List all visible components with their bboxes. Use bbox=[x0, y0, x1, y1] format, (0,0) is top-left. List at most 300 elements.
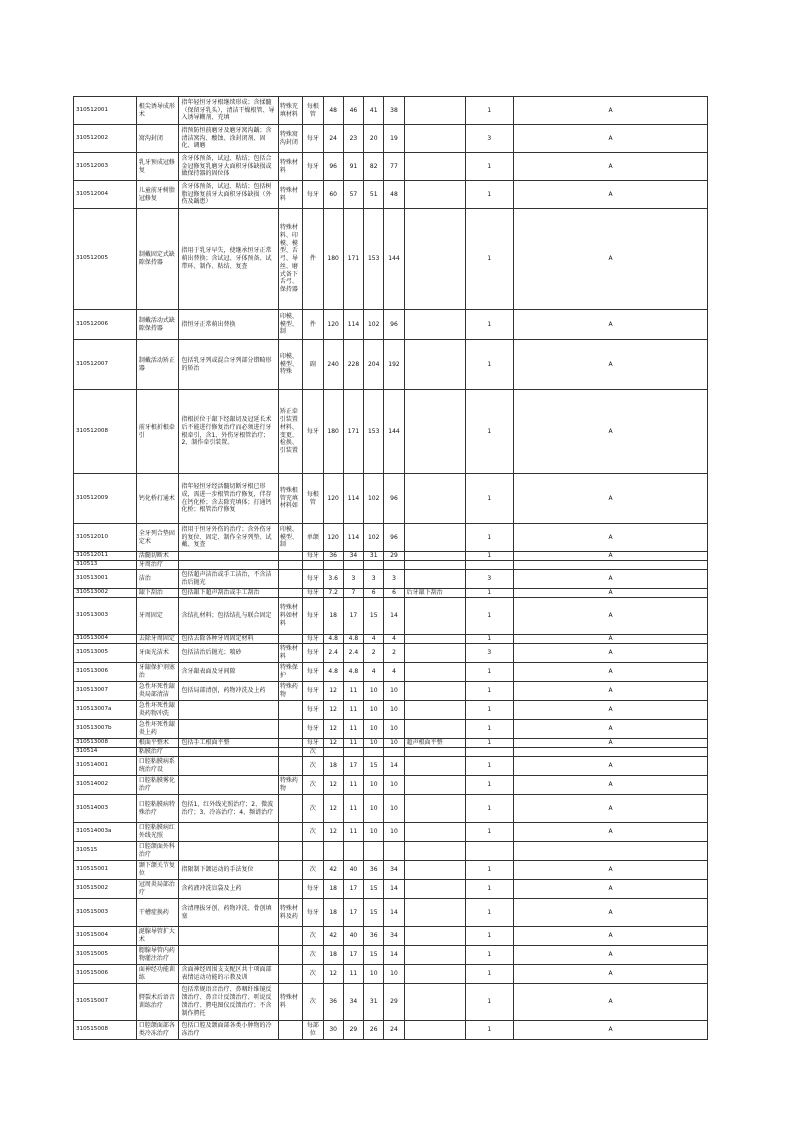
price-level-1: 24 bbox=[323, 125, 343, 153]
item-name: 面神经功能训练 bbox=[136, 965, 179, 984]
item-note bbox=[404, 720, 465, 739]
item-name: 牙龈保护剂塞治 bbox=[136, 663, 179, 682]
item-name: 粘膜治疗 bbox=[136, 748, 179, 757]
item-name: 口腔颌面外科治疗 bbox=[136, 842, 179, 861]
item-grade: A bbox=[514, 899, 708, 927]
price-level-3: 20 bbox=[364, 125, 384, 153]
item-code: 310513007b bbox=[74, 720, 137, 739]
item-name: 钙化桥打通术 bbox=[136, 474, 179, 524]
item-code: 310512007 bbox=[74, 340, 137, 390]
item-grade: A bbox=[514, 474, 708, 524]
price-level-2: 29 bbox=[343, 1021, 363, 1040]
table-row bbox=[74, 927, 708, 946]
item-note bbox=[404, 748, 465, 757]
item-content: 指预防恒前磨牙及磨牙窝沟龋；含清洁窝沟、酸蚀、涂封闭剂、固化、调磨 bbox=[179, 125, 278, 153]
pricing-unit: 单颌 bbox=[303, 524, 323, 552]
price-level-1: 60 bbox=[323, 181, 343, 209]
price-level-3: 102 bbox=[364, 524, 384, 552]
price-level-4: 24 bbox=[384, 1021, 404, 1040]
item-class: 3 bbox=[465, 644, 514, 663]
item-code: 310515006 bbox=[74, 965, 137, 984]
price-level-3: 4 bbox=[364, 663, 384, 682]
table-row bbox=[74, 748, 708, 757]
price-level-3: 82 bbox=[364, 153, 384, 181]
item-name: 口腔粘膜雾化治疗 bbox=[136, 776, 179, 795]
excluded-material bbox=[278, 209, 302, 310]
table-row bbox=[74, 635, 708, 644]
price-level-4: 29 bbox=[384, 984, 404, 1021]
excluded-material-part: 备下舌弓、保持器 bbox=[279, 270, 298, 294]
item-code: 310513001 bbox=[74, 570, 137, 589]
excluded-material bbox=[278, 598, 302, 635]
item-class: 1 bbox=[465, 965, 514, 984]
excluded-material: 特殊材料 bbox=[278, 984, 302, 1021]
item-code: 310513007a bbox=[74, 701, 137, 720]
pricing-unit: 次 bbox=[303, 823, 323, 842]
price-level-1: 240 bbox=[323, 340, 343, 390]
item-name: 急性坏死性龈炎药物冲洗 bbox=[136, 701, 179, 720]
item-content: 含结扎材料；包括结扎与联合固定 bbox=[179, 598, 278, 635]
price-level-1: 120 bbox=[323, 524, 343, 552]
item-code: 310512005 bbox=[74, 209, 137, 310]
price-level-4: 96 bbox=[384, 474, 404, 524]
item-grade: A bbox=[514, 97, 708, 125]
price-level-3: 51 bbox=[364, 181, 384, 209]
table-row bbox=[74, 984, 708, 1021]
item-content bbox=[179, 720, 278, 739]
item-content: 包括龈下超声刮治或手工刮治 bbox=[179, 589, 278, 598]
pricing-unit: 每部位 bbox=[303, 1021, 323, 1040]
price-level-1: 12 bbox=[323, 965, 343, 984]
table-row bbox=[74, 795, 708, 823]
item-content: 含牙体预备，试冠、粘结；包括合金冠修复乳磨牙大面积牙体缺损或做保持器的固位体 bbox=[179, 153, 278, 181]
item-code: 310513008 bbox=[74, 739, 137, 748]
item-grade bbox=[514, 748, 708, 757]
price-level-4 bbox=[384, 842, 404, 861]
price-level-3: 153 bbox=[364, 390, 384, 474]
item-code: 310512003 bbox=[74, 153, 137, 181]
table-row bbox=[74, 209, 708, 310]
item-content bbox=[179, 823, 278, 842]
price-level-3: 102 bbox=[364, 310, 384, 340]
item-grade: A bbox=[514, 861, 708, 880]
price-level-3: 10 bbox=[364, 823, 384, 842]
item-grade: A bbox=[514, 598, 708, 635]
item-class: 1 bbox=[465, 776, 514, 795]
item-name: 腭裂术后语音训练治疗 bbox=[136, 984, 179, 1021]
price-level-4: 10 bbox=[384, 965, 404, 984]
item-name: 去除牙周固定 bbox=[136, 635, 179, 644]
item-code: 310514002 bbox=[74, 776, 137, 795]
item-note bbox=[404, 635, 465, 644]
excluded-material bbox=[278, 861, 302, 880]
table-row bbox=[74, 153, 708, 181]
item-class: 1 bbox=[465, 795, 514, 823]
price-level-3: 6 bbox=[364, 589, 384, 598]
price-level-2 bbox=[343, 561, 363, 570]
table-row bbox=[74, 946, 708, 965]
table-row bbox=[74, 861, 708, 880]
item-name: 干槽症换药 bbox=[136, 899, 179, 927]
price-level-2: 11 bbox=[343, 720, 363, 739]
price-level-4: 34 bbox=[384, 927, 404, 946]
item-class: 1 bbox=[465, 861, 514, 880]
item-grade: A bbox=[514, 589, 708, 598]
price-level-4: 14 bbox=[384, 946, 404, 965]
price-level-2: 11 bbox=[343, 823, 363, 842]
price-level-1: 180 bbox=[323, 209, 343, 310]
price-level-4: 4 bbox=[384, 635, 404, 644]
item-name: 口腔粘膜病系统治疗设 bbox=[136, 757, 179, 776]
item-grade: A bbox=[514, 390, 708, 474]
item-note bbox=[404, 823, 465, 842]
item-name: 口腔粘膜病特殊治疗 bbox=[136, 795, 179, 823]
excluded-material: 矫正牵引装置材料、变更、检换、引装置 bbox=[278, 390, 302, 474]
table-row bbox=[74, 589, 708, 598]
item-content: 指根折位于龈下经龈切及冠延长术后不能进行修复治疗而必须进行牙根牵引，含1、外伤牙根管治疗；2、制作牵引装置。 bbox=[179, 390, 278, 474]
item-note bbox=[404, 701, 465, 720]
price-level-1: 4.8 bbox=[323, 635, 343, 644]
price-level-2: 17 bbox=[343, 880, 363, 899]
item-name: 牙周治疗 bbox=[136, 561, 179, 570]
price-level-1: 3.6 bbox=[323, 570, 343, 589]
item-content: 含牙龈表面及牙间隙 bbox=[179, 663, 278, 682]
excluded-material bbox=[278, 1021, 302, 1040]
price-level-4: 10 bbox=[384, 795, 404, 823]
price-level-4: 4 bbox=[384, 663, 404, 682]
price-level-1: 2.4 bbox=[323, 644, 343, 663]
item-code: 310513 bbox=[74, 561, 137, 570]
price-level-2: 11 bbox=[343, 965, 363, 984]
item-class bbox=[465, 748, 514, 757]
table-row bbox=[74, 340, 708, 390]
price-level-2: 11 bbox=[343, 739, 363, 748]
excluded-material bbox=[278, 842, 302, 861]
item-class: 1 bbox=[465, 635, 514, 644]
item-grade: A bbox=[514, 927, 708, 946]
excluded-material: 特殊材料 bbox=[278, 181, 302, 209]
item-code: 310514 bbox=[74, 748, 137, 757]
price-level-4: 96 bbox=[384, 524, 404, 552]
price-level-4: 14 bbox=[384, 757, 404, 776]
price-level-1: 18 bbox=[323, 880, 343, 899]
price-level-2: 57 bbox=[343, 181, 363, 209]
item-note bbox=[404, 984, 465, 1021]
price-level-2: 17 bbox=[343, 946, 363, 965]
item-class: 1 bbox=[465, 823, 514, 842]
price-level-1 bbox=[323, 842, 343, 861]
price-level-2: 171 bbox=[343, 209, 363, 310]
item-grade: A bbox=[514, 125, 708, 153]
item-class: 1 bbox=[465, 739, 514, 748]
pricing-unit: 次 bbox=[303, 757, 323, 776]
price-level-4: 77 bbox=[384, 153, 404, 181]
table-row bbox=[74, 899, 708, 927]
pricing-unit bbox=[303, 561, 323, 570]
item-grade: A bbox=[514, 682, 708, 701]
price-level-1: 36 bbox=[323, 984, 343, 1021]
excluded-material: 特殊保护 bbox=[278, 663, 302, 682]
pricing-unit: 次 bbox=[303, 984, 323, 1021]
item-code: 310515004 bbox=[74, 927, 137, 946]
price-level-1: 18 bbox=[323, 598, 343, 635]
item-note bbox=[404, 340, 465, 390]
item-class: 1 bbox=[465, 682, 514, 701]
excluded-material bbox=[278, 880, 302, 899]
price-level-3: 10 bbox=[364, 682, 384, 701]
table-row bbox=[74, 310, 708, 340]
item-class: 1 bbox=[465, 209, 514, 310]
item-content bbox=[179, 776, 278, 795]
item-content bbox=[179, 757, 278, 776]
item-class: 1 bbox=[465, 1021, 514, 1040]
item-content: 包括局部清创，药物冲洗及上药 bbox=[179, 682, 278, 701]
item-name: 冠周炎局部治疗 bbox=[136, 880, 179, 899]
price-level-2: 7 bbox=[343, 589, 363, 598]
table-row bbox=[74, 739, 708, 748]
item-note bbox=[404, 946, 465, 965]
price-level-3: 41 bbox=[364, 97, 384, 125]
item-class: 1 bbox=[465, 899, 514, 927]
item-note bbox=[404, 899, 465, 927]
table-row bbox=[74, 570, 708, 589]
price-level-3: 15 bbox=[364, 946, 384, 965]
item-name: 根尖诱导成形术 bbox=[136, 97, 179, 125]
item-name: 急性坏死性龈炎局部清洁 bbox=[136, 682, 179, 701]
table-row bbox=[74, 720, 708, 739]
price-level-4: 10 bbox=[384, 701, 404, 720]
pricing-unit: 次 bbox=[303, 946, 323, 965]
item-code: 310515002 bbox=[74, 880, 137, 899]
item-grade: A bbox=[514, 570, 708, 589]
excluded-material: 特殊根管充填材料如 bbox=[278, 474, 302, 524]
price-level-3: 4 bbox=[364, 635, 384, 644]
price-level-1: 4.8 bbox=[323, 663, 343, 682]
price-level-3: 3 bbox=[364, 570, 384, 589]
price-level-1: 48 bbox=[323, 97, 343, 125]
item-note bbox=[404, 795, 465, 823]
price-level-1: 12 bbox=[323, 720, 343, 739]
item-name: 活髓切断术 bbox=[136, 552, 179, 561]
pricing-unit bbox=[303, 842, 323, 861]
pricing-unit: 每牙 bbox=[303, 589, 323, 598]
price-level-1: 12 bbox=[323, 739, 343, 748]
item-grade: A bbox=[514, 552, 708, 561]
item-content: 含清理拔牙创、药物冲洗、骨创填塞 bbox=[179, 899, 278, 927]
table-row bbox=[74, 823, 708, 842]
excluded-material: 特殊材料 bbox=[278, 153, 302, 181]
excluded-material-part: 特殊材料如 bbox=[279, 604, 298, 620]
item-grade: A bbox=[514, 757, 708, 776]
table-row bbox=[74, 644, 708, 663]
item-name: 制戴活动式缺隙保持器 bbox=[136, 310, 179, 340]
item-name: 口腔颌面部各类冷冻治疗 bbox=[136, 1021, 179, 1040]
price-level-1: 12 bbox=[323, 701, 343, 720]
excluded-material: 特殊药物 bbox=[278, 776, 302, 795]
item-grade: A bbox=[514, 984, 708, 1021]
price-level-2: 17 bbox=[343, 598, 363, 635]
item-note bbox=[404, 390, 465, 474]
table-row bbox=[74, 524, 708, 552]
price-level-3: 10 bbox=[364, 701, 384, 720]
table-row bbox=[74, 561, 708, 570]
price-level-4: 6 bbox=[384, 589, 404, 598]
pricing-unit: 次 bbox=[303, 927, 323, 946]
item-class: 1 bbox=[465, 663, 514, 682]
pricing-unit: 每根管 bbox=[303, 97, 323, 125]
item-note bbox=[404, 757, 465, 776]
item-note bbox=[404, 552, 465, 561]
item-class: 1 bbox=[465, 97, 514, 125]
pricing-unit: 每牙 bbox=[303, 635, 323, 644]
pricing-unit: 每牙 bbox=[303, 125, 323, 153]
price-level-3: 10 bbox=[364, 795, 384, 823]
item-name: 涎腺导管扩大术 bbox=[136, 927, 179, 946]
item-content: 包括手工根面平整 bbox=[179, 739, 278, 748]
price-level-3: 2 bbox=[364, 644, 384, 663]
excluded-material bbox=[278, 720, 302, 739]
item-content: 包括超声洁治或手工洁治，不含洁治后抛光 bbox=[179, 570, 278, 589]
item-content bbox=[179, 701, 278, 720]
item-content: 指年轻恒牙经活髓切断牙根已形成，需进一步根管治疗修复，伴存在钙化桥；含去除充填体；打通钙化桥；根管治疗修复 bbox=[179, 474, 278, 524]
pricing-unit: 每牙 bbox=[303, 880, 323, 899]
item-grade: A bbox=[514, 209, 708, 310]
item-grade: A bbox=[514, 880, 708, 899]
item-note bbox=[404, 927, 465, 946]
table-row bbox=[74, 598, 708, 635]
excluded-material: 特殊材料及药 bbox=[278, 899, 302, 927]
item-name: 洁治 bbox=[136, 570, 179, 589]
price-level-3: 36 bbox=[364, 861, 384, 880]
item-note bbox=[404, 561, 465, 570]
item-note bbox=[404, 181, 465, 209]
item-grade: A bbox=[514, 701, 708, 720]
price-level-2: 11 bbox=[343, 795, 363, 823]
price-level-2: 11 bbox=[343, 776, 363, 795]
item-class: 1 bbox=[465, 153, 514, 181]
item-note bbox=[404, 310, 465, 340]
price-level-2: 2.4 bbox=[343, 644, 363, 663]
item-note bbox=[404, 598, 465, 635]
item-content: 包括1、红外线光照治疗；2、微波治疗；3、冷冻治疗；4、频谱治疗 bbox=[179, 795, 278, 823]
pricing-unit: 每牙 bbox=[303, 181, 323, 209]
price-level-4: 14 bbox=[384, 880, 404, 899]
item-class: 1 bbox=[465, 390, 514, 474]
item-name: 窝沟封闭 bbox=[136, 125, 179, 153]
pricing-unit: 每牙 bbox=[303, 644, 323, 663]
excluded-material bbox=[278, 589, 302, 598]
pricing-unit: 件 bbox=[303, 209, 323, 310]
item-name: 口腔粘膜病红外线光照 bbox=[136, 823, 179, 842]
item-code: 310512004 bbox=[74, 181, 137, 209]
price-level-3: 31 bbox=[364, 984, 384, 1021]
item-code: 310513004 bbox=[74, 635, 137, 644]
pricing-unit: 每牙 bbox=[303, 598, 323, 635]
item-content: 含面神经周围支支配区共十项面部表情运动功能的示教及训 bbox=[179, 965, 278, 984]
price-level-3: 10 bbox=[364, 739, 384, 748]
item-name: 乳牙预成冠修复 bbox=[136, 153, 179, 181]
item-code: 310512001 bbox=[74, 97, 137, 125]
item-class: 1 bbox=[465, 927, 514, 946]
pricing-unit: 每根管 bbox=[303, 474, 323, 524]
item-content: 指用于乳牙早失，使继承恒牙正常萌出替换；含试冠、牙体预备、试带环、制作、粘结、复查 bbox=[179, 209, 278, 310]
price-level-4: 10 bbox=[384, 720, 404, 739]
table-row bbox=[74, 842, 708, 861]
price-level-2: 114 bbox=[343, 310, 363, 340]
price-level-3: 102 bbox=[364, 474, 384, 524]
item-name: 牙面光洁术 bbox=[136, 644, 179, 663]
item-class: 1 bbox=[465, 984, 514, 1021]
item-code: 310514001 bbox=[74, 757, 137, 776]
price-level-3: 15 bbox=[364, 598, 384, 635]
pricing-unit: 次 bbox=[303, 748, 323, 757]
item-content: 含药液冲洗盲袋及上药 bbox=[179, 880, 278, 899]
item-content bbox=[179, 842, 278, 861]
item-grade: A bbox=[514, 635, 708, 644]
item-note bbox=[404, 965, 465, 984]
table-row bbox=[74, 1021, 708, 1040]
price-level-3 bbox=[364, 561, 384, 570]
price-level-2: 17 bbox=[343, 899, 363, 927]
price-level-3: 15 bbox=[364, 757, 384, 776]
item-class: 1 bbox=[465, 474, 514, 524]
table-row bbox=[74, 757, 708, 776]
item-grade: A bbox=[514, 965, 708, 984]
item-code: 310512009 bbox=[74, 474, 137, 524]
item-content: 指年轻恒牙牙根继续形成；含揉髓（保留牙乳头），清洁干燥根管、导入诱导糊剂、充填 bbox=[179, 97, 278, 125]
item-class: 1 bbox=[465, 757, 514, 776]
price-level-4: 29 bbox=[384, 552, 404, 561]
price-level-2: 171 bbox=[343, 390, 363, 474]
item-class: 1 bbox=[465, 310, 514, 340]
item-name: 儿童前牙树脂冠修复 bbox=[136, 181, 179, 209]
item-content: 包括乳牙列或混合牙列部分错畸形的矫治 bbox=[179, 340, 278, 390]
excluded-material bbox=[278, 570, 302, 589]
item-code: 310512010 bbox=[74, 524, 137, 552]
price-level-2: 91 bbox=[343, 153, 363, 181]
item-content bbox=[179, 927, 278, 946]
pricing-unit: 次 bbox=[303, 795, 323, 823]
price-level-4: 10 bbox=[384, 823, 404, 842]
price-level-1: 18 bbox=[323, 946, 343, 965]
price-level-1: 42 bbox=[323, 861, 343, 880]
pricing-unit: 每牙 bbox=[303, 570, 323, 589]
item-content bbox=[179, 946, 278, 965]
item-note bbox=[404, 524, 465, 552]
item-name: 牙周固定 bbox=[136, 598, 179, 635]
item-grade: A bbox=[514, 739, 708, 748]
item-grade: A bbox=[514, 823, 708, 842]
table-row bbox=[74, 125, 708, 153]
pricing-unit: 次 bbox=[303, 861, 323, 880]
price-level-1: 30 bbox=[323, 1021, 343, 1040]
item-content: 指限制下颌运动的手法复位 bbox=[179, 861, 278, 880]
price-level-2: 34 bbox=[343, 984, 363, 1021]
excluded-material: 特殊充填材料 bbox=[278, 97, 302, 125]
item-name: 前牙根折根牵引 bbox=[136, 390, 179, 474]
excluded-material bbox=[278, 823, 302, 842]
excluded-material: 特殊窝沟封闭 bbox=[278, 125, 302, 153]
price-level-1 bbox=[323, 748, 343, 757]
price-level-3: 204 bbox=[364, 340, 384, 390]
item-code: 310512011 bbox=[74, 552, 137, 561]
item-class: 1 bbox=[465, 598, 514, 635]
price-level-4: 2 bbox=[384, 644, 404, 663]
price-level-2 bbox=[343, 842, 363, 861]
price-level-3 bbox=[364, 842, 384, 861]
price-level-2: 11 bbox=[343, 701, 363, 720]
price-level-1: 12 bbox=[323, 823, 343, 842]
